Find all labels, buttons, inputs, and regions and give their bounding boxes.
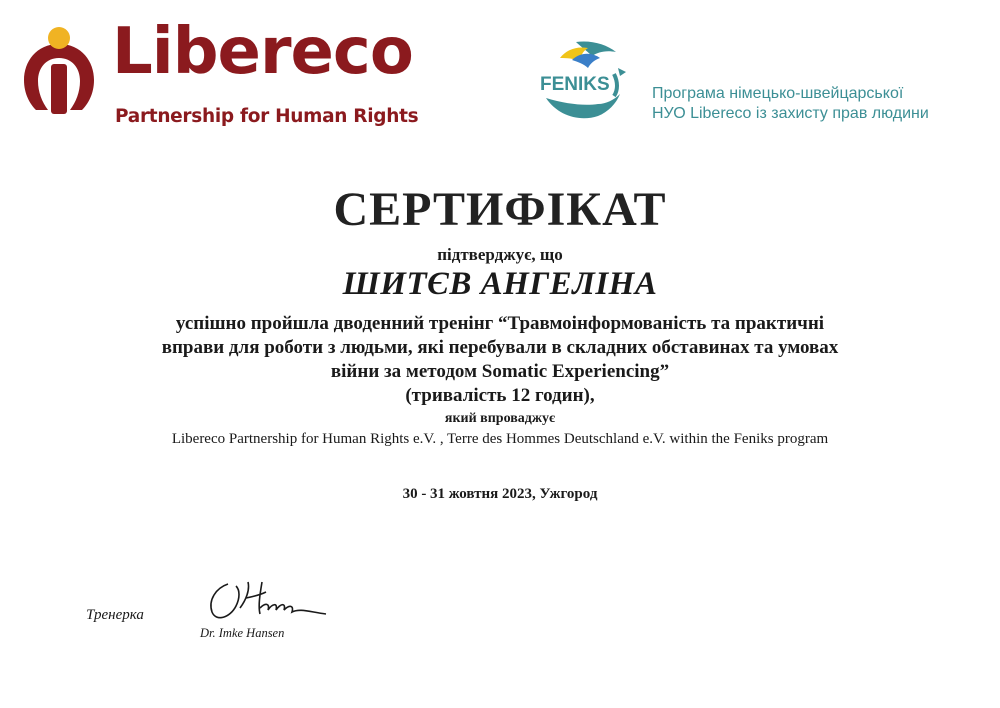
feniks-program-text — [652, 84, 982, 124]
signature-image — [206, 578, 330, 628]
libereco-logo — [18, 15, 419, 134]
trainer-label: Тренерка — [86, 607, 144, 623]
feniks-logo — [536, 38, 628, 124]
organizations-text: Libereco Partnership for Human Rights e.V. , Terre des Hommes Deutschland e.V. within the Feniks program — [171, 431, 829, 447]
description-line-4: (тривалість 12 годин), — [405, 385, 595, 406]
confirms-text: підтверджує, що — [437, 245, 563, 264]
feniks-logo-text: FENIKS — [540, 74, 610, 95]
description-line-3: війни за методом Somatic Experiencing” — [330, 361, 670, 382]
feniks-program-line-1: Програма німецько-швейцарської — [652, 85, 904, 102]
libereco-figure-icon — [18, 24, 100, 114]
signer-name: Dr. Imke Hansen — [200, 626, 285, 640]
certificate-title: СЕРТИФІКАТ — [333, 183, 667, 236]
description-line-1: успішно пройшла дводенний тренінг “Травмоінформованість та практичні — [175, 313, 825, 334]
description-line-2: вправи для роботи з людьми, які перебували в складних обставинах та умовах — [161, 337, 839, 358]
recipient-name: ШИТЄВ АНГЕЛІНА — [342, 266, 658, 302]
feniks-program-line-2: НУО Libereco із захисту прав людини — [652, 105, 929, 122]
training-description — [0, 312, 1000, 408]
implemented-by-text: який впроваджує — [444, 411, 556, 426]
libereco-name: Libereco — [112, 15, 413, 89]
date-place: 30 - 31 жовтня 2023, Ужгород — [402, 486, 598, 502]
libereco-tagline: Partnership for Human Rights — [115, 106, 419, 127]
